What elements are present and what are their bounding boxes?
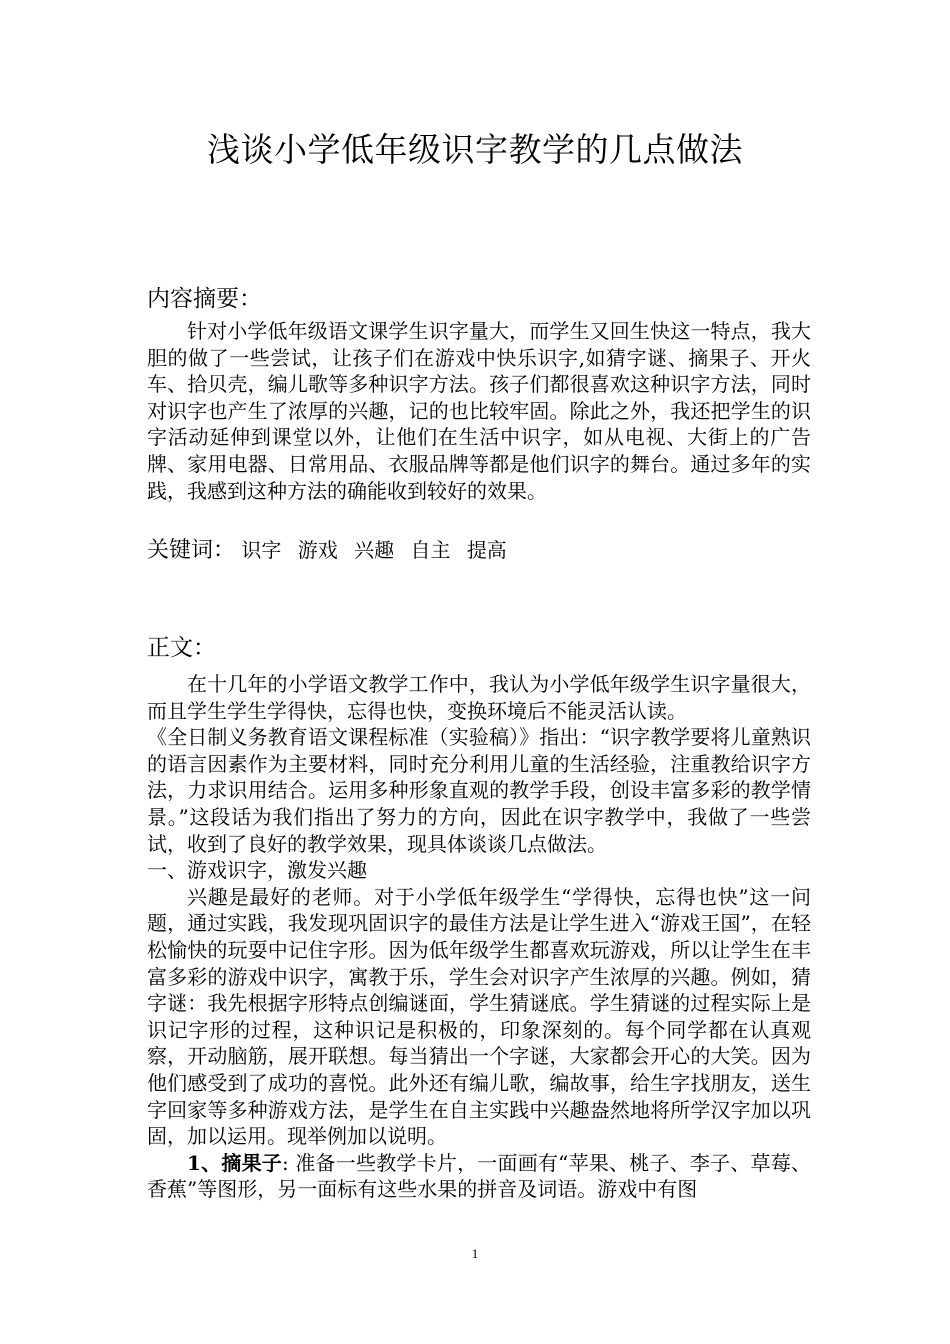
body-paragraph: 在十几年的小学语文教学工作中，我认为小学低年级学生识字量很大，而且学生学生学得快，忘得也快，变换环境后不能灵活认读。 — [147, 672, 811, 723]
keywords-line — [147, 536, 517, 565]
item-title: 1、摘果子 — [187, 1150, 283, 1175]
abstract-text: 针对小学低年级语文课学生识字量大，而学生又回生快这一特点，我大胆的做了一些尝试，让孩子们在游戏中快乐识字,如猜字谜、摘果子、开火车、拾贝壳，编儿歌等多种识字方法。孩子们都很喜欢这种识字方法，同时对识字也产生了浓厚的兴趣，记的也比较牢固。除此之外，我还把学生的识字活动延伸到课堂以外，让他们在生活中识字，如从电视、大街上的广告牌、家用电器、日常用品、衣服品牌等都是他们识字的舞台。通过多年的实践，我感到这种方法的确能收到较好的效果。 — [147, 319, 811, 503]
body-paragraph: 《全日制义务教育语文课程标准（实验稿）》指出：“识字教学要将儿童熟识的语言因素作为主要材料，同时充分利用儿童的生活经验，注重教给识字方法，力求识用结合。运用多种形象直观的教学手段，创设丰富多彩的教学情景。”这段话为我们指出了努力的方向，因此在识字教学中，我做了一些尝试，收到了良好的教学效果，现具体谈谈几点做法。 — [147, 725, 811, 856]
page-number: 1 — [471, 1246, 479, 1261]
body-heading: 正文： — [147, 635, 216, 661]
item-text: : 准备一些教学卡片，一面画有“苹果、桃子、李子、草莓、香蕉”等图形，另一面标有这些水果的拼音及词语。游戏中有图 — [147, 1150, 811, 1202]
document-title: 浅谈小学低年级识字教学的几点做法 — [207, 130, 743, 169]
body-section — [147, 671, 811, 1203]
keyword: 游戏 — [297, 538, 338, 562]
keywords-label: 关键词： — [147, 538, 236, 563]
abstract-heading: 内容摘要： — [147, 286, 262, 312]
keyword: 兴趣 — [354, 538, 395, 562]
abstract-section — [147, 318, 811, 504]
keyword: 提高 — [466, 538, 507, 562]
keyword: 自主 — [410, 538, 451, 562]
section-heading: 一、游戏识字，激发兴趣 — [147, 858, 367, 883]
body-paragraph: 兴趣是最好的老师。对于小学低年级学生“学得快，忘得也快”这一问题，通过实践，我发现巩固识字的最佳方法是让学生进入“游戏王国”，在轻松愉快的玩耍中记住字形。因为低年级学生都喜欢玩游戏，所以让学生在丰富多彩的游戏中识字，寓教于乐，学生会对识字产生浓厚的兴趣。例如，猜字谜：我先根据字形特点创编谜面，学生猜谜底。学生猜谜的过程实际上是识记字形的过程，这种识记是积极的，印象深刻的。每个同学都在认真观察，开动脑筋，展开联想。每当猜出一个字谜，大家都会开心的大笑。因为他们感受到了成功的喜悦。此外还有编儿歌，编故事，给生字找朋友，送生字回家等多种游戏方法，是学生在自主实践中兴趣盎然地将所学汉字加以巩固，加以运用。现举例加以说明。 — [147, 884, 811, 1149]
keyword: 识字 — [241, 538, 282, 562]
body-paragraph — [147, 1150, 811, 1203]
